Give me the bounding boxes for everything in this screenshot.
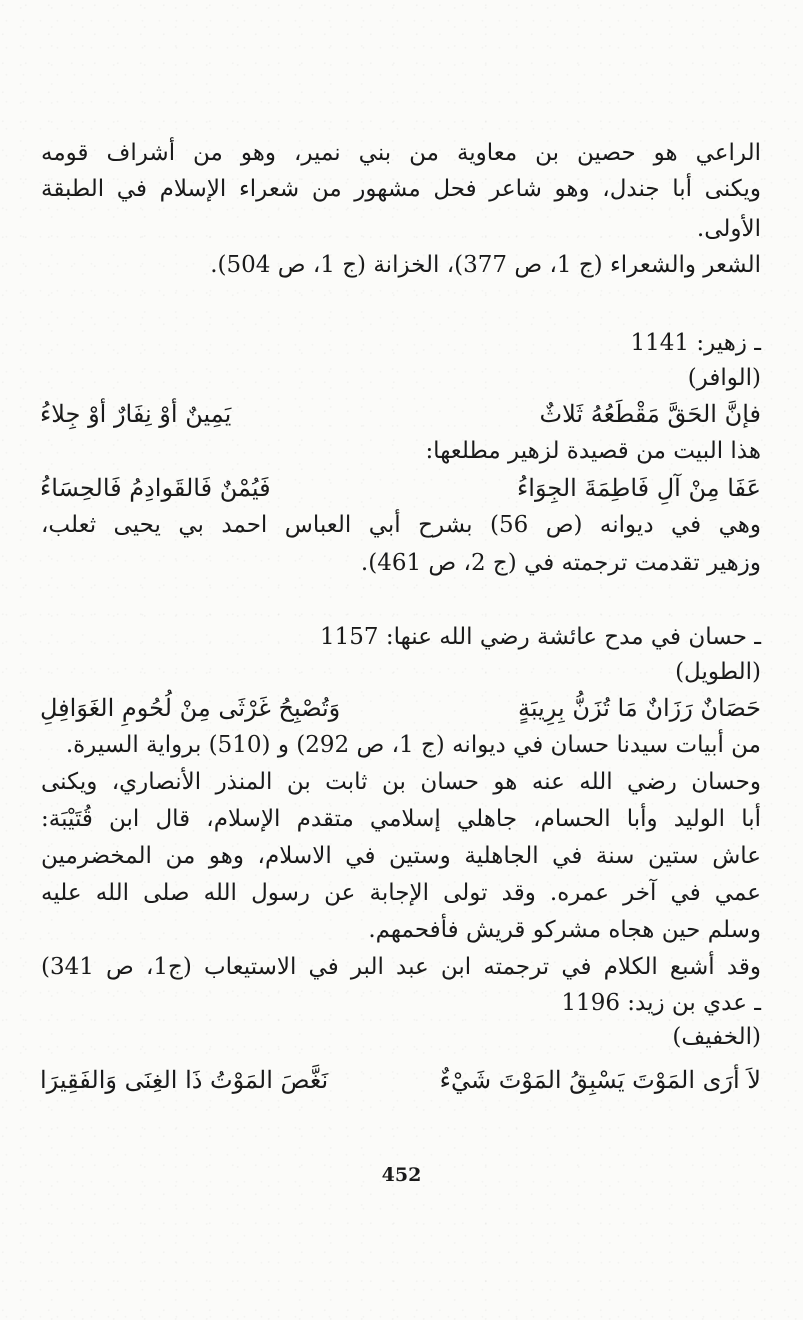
entry-heading: ـ عدي بن زيد: 1196 xyxy=(561,990,761,1016)
text-line: وسلم حين هجاه مشركو قريش فأفحمهم. xyxy=(368,917,761,943)
page-number: 452 xyxy=(381,1164,422,1186)
text-line: هذا البيت من قصيدة لزهير مطلعها: xyxy=(425,438,761,464)
verse-second-hemistich: يَمِينٌ أوْ نِفَارٌ أوْ جِلاءُ xyxy=(40,400,232,428)
text-line: وحسان رضي الله عنه هو حسان بن ثابت بن المنذر الأنصاري، ويكنى xyxy=(41,769,761,795)
citation-line: وقد أشبع الكلام في ترجمته ابن عبد البر في الاستيعاب (ج1، ص 341) xyxy=(41,954,762,980)
verse-line xyxy=(40,690,761,726)
verse-line xyxy=(40,396,761,432)
citation-line: الشعر والشعراء (ج 1، ص 377)، الخزانة (ج 1، ص 504). xyxy=(210,252,761,278)
text-line: الأولى. xyxy=(696,216,761,242)
verse-line xyxy=(40,470,761,506)
verse-first-hemistich: فإنَّ الحَقَّ مَقْطَعُهُ ثَلاثٌ xyxy=(539,400,761,428)
entry-heading: ـ حسان في مدح عائشة رضي الله عنها: 1157 xyxy=(320,624,761,650)
text-line: الراعي هو حصين بن معاوية من بني نمير، وهو من أشراف قومه xyxy=(41,140,761,166)
meter-label: (الخفيف) xyxy=(672,1024,761,1050)
entry-heading: ـ زهير: 1141 xyxy=(630,330,761,356)
meter-label: (الطويل) xyxy=(675,659,761,685)
text-line: وزهير تقدمت ترجمته في (ج 2، ص 461). xyxy=(360,550,761,576)
meter-label: (الوافر) xyxy=(687,365,761,391)
verse-first-hemistich: حَصَانٌ رَزَانٌ مَا تُزَنُّ بِرِيبَةٍ xyxy=(518,694,761,722)
verse-second-hemistich: فَيُمْنٌ فَالقَوادِمُ فَالحِسَاءُ xyxy=(40,474,271,502)
text-line: أبا الوليد وأبا الحسام، جاهلي إسلامي متقدم الإسلام، قال ابن قُتَيْبَة: xyxy=(41,806,761,832)
text-line: عاش ستين سنة في الجاهلية وستين في الاسلام، وهو من المخضرمين xyxy=(41,843,761,869)
verse-first-hemistich: عَفَا مِنْ آلِ فَاطِمَةَ الجِوَاءُ xyxy=(517,474,761,502)
verse-first-hemistich: لاَ أرَى المَوْتَ يَسْبِقُ المَوْتَ شَيْءٌ xyxy=(439,1066,761,1094)
text-line: من أبيات سيدنا حسان في ديوانه (ج 1، ص 292) و (510) برواية السيرة. xyxy=(65,732,761,758)
text-line: ويكنى أبا جندل، وهو شاعر فحل مشهور من شعراء الإسلام في الطبقة xyxy=(41,176,761,202)
verse-second-hemistich: وَتُصْبِحُ غَرْثَى مِنْ لُحُومِ الغَوَافِلِ xyxy=(40,694,341,722)
verse-line xyxy=(40,1062,761,1098)
verse-second-hemistich: نَغَّصَ المَوْتُ ذَا الغِنَى وَالفَقِيرَا xyxy=(40,1066,329,1094)
text-line: عمي في آخر عمره. وقد تولى الإجابة عن رسول الله صلى الله عليه xyxy=(41,880,761,906)
text-line: وهي في ديوانه (ص 56) بشرح أبي العباس احمد بي يحيى ثعلب، xyxy=(41,512,761,538)
